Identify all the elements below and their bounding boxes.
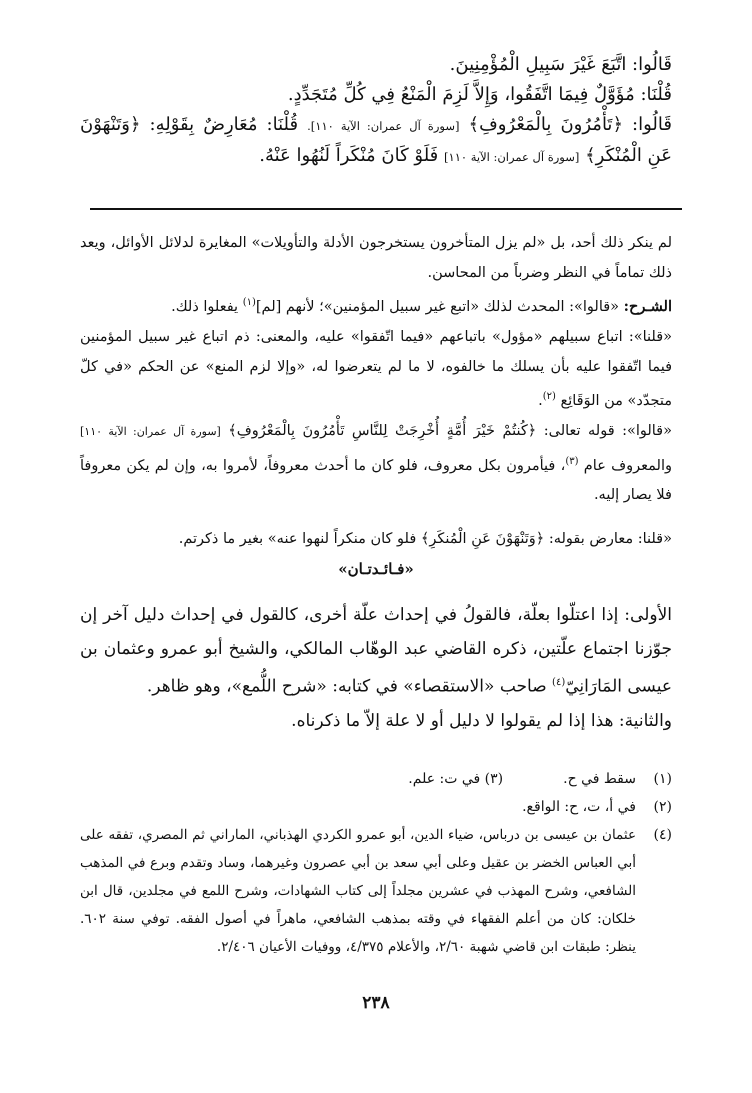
- paragraph-4-text: والمعروف عام: [583, 457, 672, 474]
- paragraph-3-text: «قلنا»: اتباع سبيلهم «مؤول» باتباعهم «فيما اتّفقوا» عليه، والمعنى: ذم اتباع غير سبيل المؤمنين فيما اتّفقوا عليه بأن يسلك ما خالفوه، لا ما لم يتعرضوا له، «وإلا لزم المنع» عن الحكم «في كلّ متجدّد» من الوَقَائِع: [80, 328, 672, 409]
- matn-divider-rule: [90, 208, 682, 210]
- paragraph-4-end: ، فيأمرون بكل معروف، فلو كان ما أحدث معروفاً، لأمروا به، وإن لم يكن معروفاً فلا يصار إليه.: [80, 457, 672, 504]
- matn-line-1: [80, 50, 672, 80]
- matn-line-2-text: قُلْنَا: مُؤَوَّلٌ فِيمَا اتَّفَقُوا، وَإِلاَّ لَزِمَ الْمَنْعُ فِي كُلِّ مُتَجَدِّدٍ.: [287, 84, 672, 105]
- matn-line-4-reference: [سورة آل عمران: الآية ١١٠]: [444, 150, 580, 164]
- paragraph-3: «قلنا»: اتباع سبيلهم «مؤول» باتباعهم «فيما اتّفقوا» عليه، والمعنى: ذم اتباع غير سبيل المؤمنين فيما اتّفقوا عليه بأن يسلك ما خالفوه، لا ما لم يتعرضوا له، «وإلا لزم المنع» عن الحكم «في كلّ متجدّد» من الوَقَائِع $^{(٢)}$.: [80, 328, 672, 409]
- footnote-ref-3: (٣): [565, 455, 579, 467]
- footnote-row-1-3: [80, 765, 672, 793]
- footnote-3-number: (٣): [484, 771, 504, 787]
- paragraph-1-text: لم ينكر ذلك أحد، بل «لم يزل المتأخرون يستخرجون الأدلة والتأويلات» المغايرة لدلائل الأوائل، ويعد ذلك تماماً في النظر وضرباً من المحاسن.: [80, 235, 672, 281]
- paragraph-4-verse: «قالوا»: قوله تعالى: ﴿كُنتُمْ خَيْرَ أُمَّةٍ أُخْرِجَتْ لِلنَّاسِ تَأْمُرُونَ بِالْمَعْرُوفِ﴾: [228, 422, 672, 439]
- footnote-3: [408, 765, 503, 793]
- footnote-1-number: (١): [653, 771, 672, 787]
- paragraph-2-text: «قالوا»: المحدث لذلك «اتبع غير سبيل المؤمنين»؛ لأنهم [لم]: [255, 298, 620, 315]
- footnote-3-text: في ت: علم.: [408, 771, 481, 787]
- matn-line-4-verse: عَنِ الْمُنْكَرِ﴾: [585, 145, 672, 166]
- matn-line-3: [80, 110, 672, 141]
- footnote-4-text: عثمان بن عيسى بن درباس، ضياء الدين، أبو عمرو الكردي الهذباني، الماراني ثم المصري، تفقه على أبي العباس الخضر بن عقيل وعلى أبي سعد بن أبي عصرون وغيرهما، وساد وتقدم وبرع في المذهب الشافعي، وشرح المهذب في عشرين مجلداً إلى كتاب الشهادات، وشرح اللمع في مجلدين، قال ابن خلكان: كان من أعلم الفقهاء في وقته بمذهب الشافعي، ماهراً في أصول الفقه. توفي سنة ٦٠٢. ينظر: طبقات ابن قاضي شهبة ٢/٦٠، والأعلام ٤/٣٧٥، ووفيات الأعيان ٢/٤٠٦.: [80, 827, 636, 955]
- paragraph-5: [80, 524, 672, 554]
- footnotes-section: [80, 765, 672, 961]
- matn-line-2: [80, 80, 672, 110]
- paragraph-6-end: صاحب «الاستقصاء» في كتابه: «شرح اللُّمع»، وهو ظاهر.: [146, 677, 547, 698]
- paragraph-7-text: والثانية: هذا إذا لم يقولوا لا دليل أو لا علة إلاّ ما ذكرناه.: [291, 711, 672, 732]
- section-heading: [80, 554, 672, 584]
- footnote-1-text: سقط في ح.: [563, 771, 636, 787]
- paragraph-4-reference: [سورة آل عمران: الآية ١١٠]: [80, 424, 221, 438]
- footnote-ref-4: (٤): [552, 677, 566, 689]
- paragraph-2: [80, 288, 672, 322]
- paragraph-6: [80, 598, 672, 704]
- sharh-body: [80, 228, 672, 738]
- paragraph-1: [80, 228, 672, 288]
- matn-line-4: [80, 141, 672, 172]
- matn-line-3-verse: قَالُوا: ﴿تَأْمُرُونَ بِالْمَعْرُوفِ﴾: [468, 114, 672, 135]
- sharh-label: الشـرح:: [623, 297, 672, 315]
- paragraph-7: [80, 704, 672, 738]
- matn-line-3-reference: [سورة آل عمران: الآية ١١٠].: [307, 119, 460, 133]
- footnote-row-4: [80, 821, 672, 961]
- paragraph-6-text: الأولى: إذا اعتلّوا بعلّة، فالقولُ في إحداث علّة أخرى، كالقول في إحداث دليل آخر إن جوّزنا اجتماع علّتين، ذكره القاضي عبد الوهّاب المالكي، والشيخ أبو عمرو وعثمان بن عيسى المَارَانِيّ: [80, 605, 672, 698]
- page-number: ٢٣٨: [362, 993, 390, 1013]
- matn-line-3-reply: قُلْنَا: مُعَارِضٌ بِقَوْلِهِ: ﴿وَتَنْهَوْنَ: [80, 114, 299, 135]
- matn-line-4-text: فَلَوْ كَانَ مُنْكَراً لَنُهُوا عَنْهُ.: [259, 145, 439, 166]
- footnote-2-text: في أ، ت، ح: الواقع.: [522, 799, 636, 815]
- footnote-row-2: [80, 793, 672, 821]
- matn-line-1-text: قَالُوا: اتَّبَعَ غَيْرَ سَبِيلِ الْمُؤْمِنِينَ.: [449, 54, 672, 75]
- paragraph-2-end: يفعلوا ذلك.: [171, 298, 239, 315]
- matn-block: [80, 50, 672, 172]
- spacer: [80, 510, 672, 524]
- paragraph-4: [80, 416, 672, 511]
- footnote-ref-1: (١): [242, 297, 256, 308]
- footnote-1-3-texts: [80, 765, 636, 793]
- paragraph-5-text: «قلنا: معارض بقوله: ﴿وَتَنْهَوْنَ عَنِ الْمُنكَرِ﴾ فلو كان منكراً لنهوا عنه» بغير ما ذكرتم.: [178, 531, 672, 548]
- section-heading-text: «فـائـدتـان»: [338, 560, 414, 579]
- footnote-4-number: (٤): [653, 827, 672, 843]
- footnote-2-number: (٢): [653, 799, 672, 815]
- footnote-ref-2: (٢): [542, 390, 556, 402]
